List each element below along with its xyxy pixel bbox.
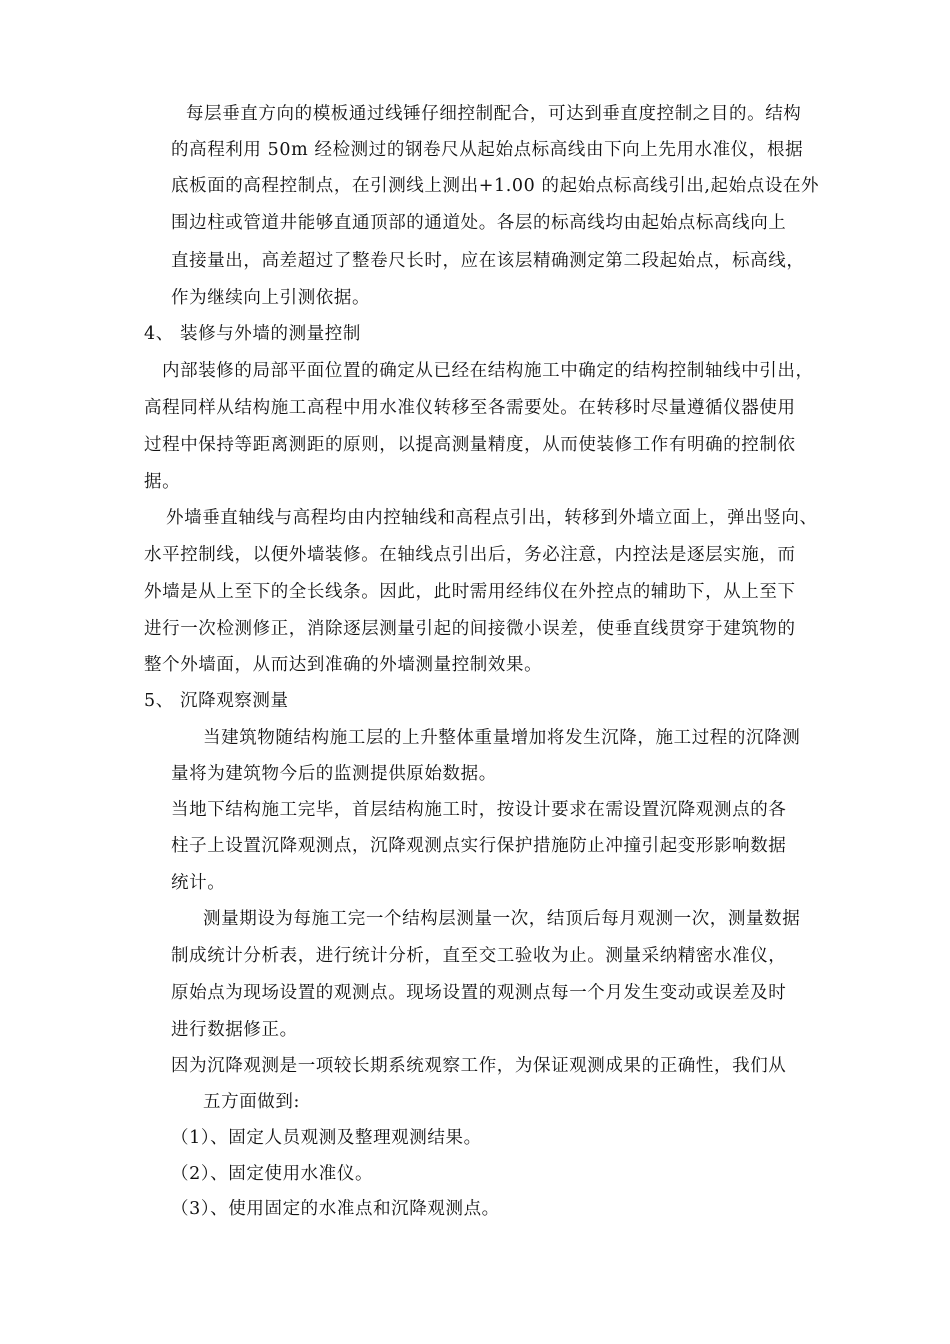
text-line: 过程中保持等距离测距的原则，以提高测量精度，从而使装修工作有明确的控制依 (144, 435, 796, 455)
text-line: 围边柱或管道井能够直通顶部的通道处。各层的标高线均由起始点标高线向上 (171, 213, 787, 233)
text-line: 水平控制线，以便外墙装修。在轴线点引出后，务必注意，内控法是逐层实施，而 (144, 545, 796, 565)
text-line: 当地下结构施工完毕，首层结构施工时，按设计要求在需设置沉降观测点的各 (171, 800, 787, 820)
text-line: 原始点为现场设置的观测点。现场设置的观测点每一个月发生变动或误差及时 (171, 983, 787, 1003)
text-line: 当建筑物随结构施工层的上升整体重量增加将发生沉降，施工过程的沉降测 (203, 728, 801, 748)
text-line: 作为继续向上引测依据。 (171, 288, 371, 308)
text-line: 高程同样从结构施工高程中用水准仪转移至各需要处。在转移时尽量遵循仪器使用 (144, 398, 796, 418)
text-line: 内部装修的局部平面位置的确定从已经在结构施工中确定的结构控制轴线中引出， (162, 361, 814, 381)
text-line: 五方面做到: (203, 1092, 300, 1112)
text-line: 测量期设为每施工完一个结构层测量一次，结顶后每月观测一次，测量数据 (203, 909, 801, 929)
text-line: 进行数据修正。 (171, 1020, 298, 1040)
text-line: 的高程利用 50m 经检测过的钢卷尺从起始点标高线由下向上先用水准仪，根据 (171, 140, 804, 160)
section-heading: 4、 装修与外墙的测量控制 (144, 324, 361, 344)
text-line: 整个外墙面，从而达到准确的外墙测量控制效果。 (144, 655, 543, 675)
text-line: 底板面的高程控制点，在引测线上测出+1.00 的起始点标高线引出,起始点设在外 (171, 176, 820, 196)
text-line: 统计。 (171, 873, 226, 893)
text-line: 外墙垂直轴线与高程均由内控轴线和高程点引出，转移到外墙立面上，弹出竖向、 (166, 508, 818, 528)
text-line: 因为沉降观测是一项较长期系统观察工作，为保证观测成果的正确性，我们从 (171, 1056, 787, 1076)
text-line: 进行一次检测修正，消除逐层测量引起的间接微小误差，使垂直线贯穿于建筑物的 (144, 619, 796, 639)
text-line: 据。 (144, 472, 181, 492)
text-line: 直接量出，高差超过了整卷尺长时，应在该层精确测定第二段起始点，标高线， (171, 251, 805, 271)
text-line: 柱子上设置沉降观测点，沉降观测点实行保护措施防止冲撞引起变形影响数据 (171, 836, 787, 856)
list-item: （1）、固定人员观测及整理观测结果。 (171, 1128, 482, 1148)
text-line: 制成统计分析表，进行统计分析，直至交工验收为止。测量采纳精密水准仪， (171, 946, 787, 966)
text-line: 外墙是从上至下的全长线条。因此，此时需用经纬仪在外控点的辅助下，从上至下 (144, 582, 796, 602)
list-item: （2）、固定使用水准仪。 (171, 1164, 374, 1184)
text-line: 每层垂直方向的模板通过线锤仔细控制配合，可达到垂直度控制之目的。结构 (186, 104, 802, 124)
section-heading: 5、 沉降观察测量 (144, 691, 289, 711)
list-item: （3）、使用固定的水准点和沉降观测点。 (171, 1199, 500, 1219)
text-line: 量将为建筑物今后的监测提供原始数据。 (171, 764, 497, 784)
